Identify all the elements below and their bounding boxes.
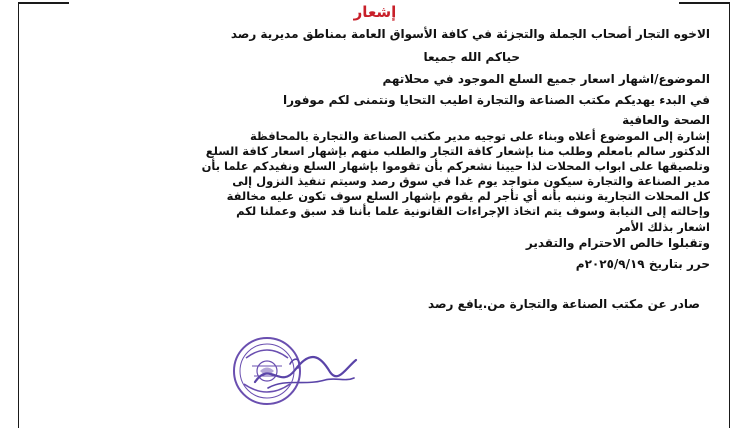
body-line-7: اشعار بذلك الأمر [616, 220, 710, 234]
body-line-4: مدير الصناعة والتجارة سيكون متواجد يوم غدا في سوق رصد وسيتم تنفيذ النزول إلى [232, 174, 710, 188]
opening-line-1: في البدء يهديكم مكتب الصناعة والتجارة اطيب التحايا ونتمنى لكم موفورا [283, 93, 710, 107]
date-line: حرر بتاريخ ٢٠٢٥/٩/١٩م [575, 257, 710, 271]
issuer-line: صادر عن مكتب الصناعة والتجارة من.يافع رصد [428, 297, 700, 311]
greeting-line: حياكم الله جميعا [423, 50, 520, 64]
body-line-1: إشارة إلى الموضوع أعلاه وبناء على توجيه مدير مكتب الصناعة والتجارة بالمحافظة [249, 129, 710, 143]
recipients-line: الاخوه التجار أصحاب الجملة والتجزئة في كافة الأسواق العامة بمناطق مديرية رصد [230, 27, 710, 41]
body-line-6: وإحالته إلى النيابة وسوف يتم اتخاذ الإجراءات القانونية علما بأننا قد سبق وعملنا لكم [236, 204, 710, 218]
body-line-5: كل المحلات التجارية وننبه بأنه أي تأجر لم يقوم بإشهار السلع سوف تكون عليه مخالفة [226, 189, 710, 203]
handwritten-signature [250, 340, 360, 400]
body-line-2: الدكتور سالم بامعلم وطلب منا بإشعار كافة التجار والطلب منهم بإشهار اسعار كافة السلع [205, 144, 710, 158]
subject-line: الموضوع/اشهار اسعار جميع السلع الموجود في محلاتهم [382, 72, 710, 86]
body-line-3: وتلصيقها على ابواب المحلات لذا حيينا نشعركم بأن تقوموا بإشهار السلع ونفيدكم علما بأن [201, 159, 710, 173]
opening-line-2: الصحة والعافية [622, 113, 710, 127]
notice-title: إشعار [353, 3, 397, 21]
closing-line: وتقبلوا خالص الاحترام والتقدير [525, 236, 710, 250]
